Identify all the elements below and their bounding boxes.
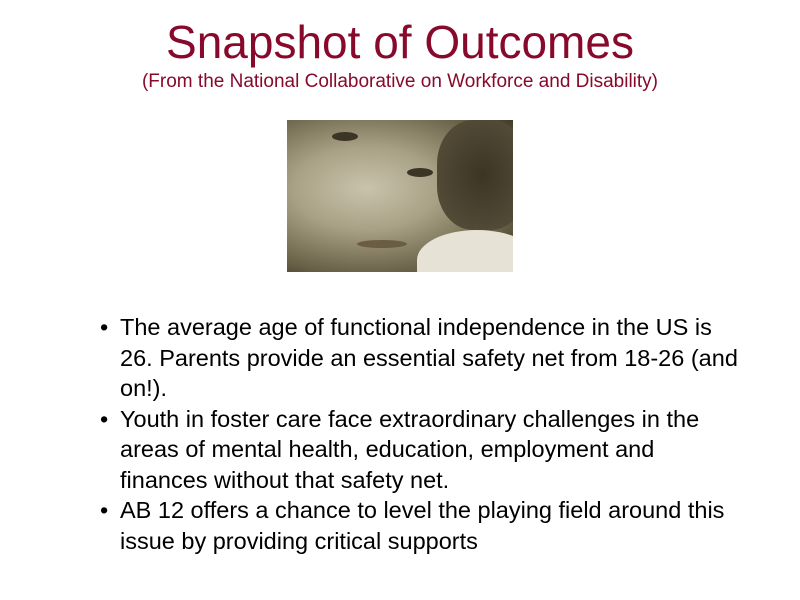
bullet-text: Youth in foster care face extraordinary challenges in the areas of mental health, education, employment and finances without that safety net.	[120, 405, 700, 493]
bullet-list	[100, 312, 740, 556]
bullet-text: The average age of functional independence in the US is 26. Parents provide an essential safety net from 18-26 (and on!).	[120, 314, 738, 401]
bullet-icon: •	[100, 497, 109, 523]
bullet-item	[100, 312, 740, 404]
bullet-icon: •	[100, 405, 109, 432]
photo-eye-left	[332, 132, 358, 141]
bullet-item	[100, 404, 740, 496]
bullet-icon: •	[100, 314, 109, 340]
photo-eye-right	[407, 168, 433, 177]
photo-hair	[437, 120, 513, 230]
slide-title: Snapshot of Outcomes	[166, 16, 634, 68]
bullet-text: AB 12 offers a chance to level the playing field around this issue by providing critical supports	[120, 497, 725, 554]
photo-mouth	[357, 240, 407, 248]
bullet-item	[100, 495, 740, 556]
photo-thoughtful-youth	[287, 120, 513, 272]
photo-shoulder	[417, 230, 513, 272]
slide-subtitle: (From the National Collaborative on Workforce and Disability)	[141, 71, 659, 92]
